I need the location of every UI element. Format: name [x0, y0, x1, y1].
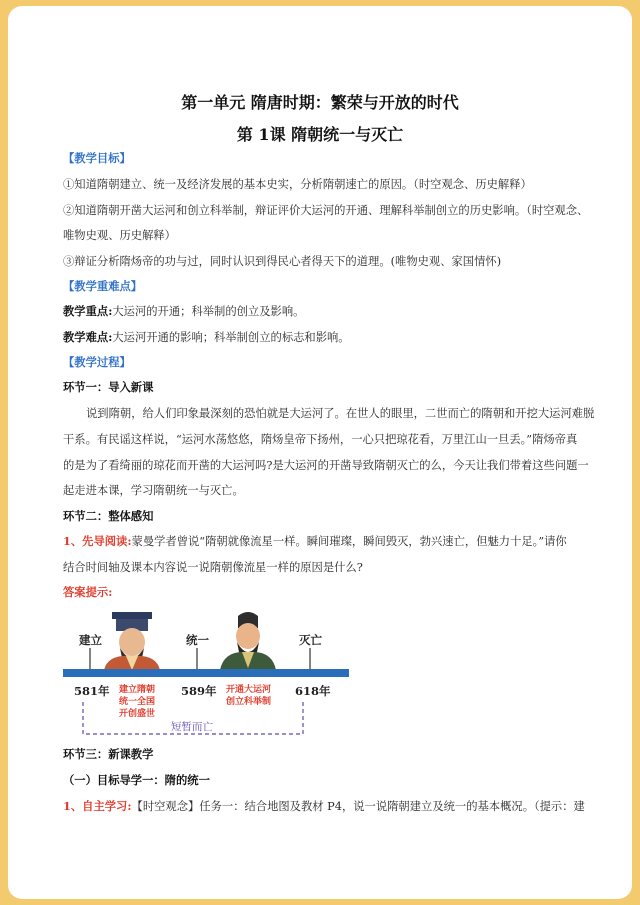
keypoints-heading: 【教学重难点】: [63, 279, 143, 293]
note-text: 开创盛世: [119, 709, 156, 719]
paragraph-line: 起走进本课，学习隋朝统一与灭亡。: [63, 484, 244, 497]
preread-text: 蒙曼学者曾说“隋朝就像流星一样。瞬间璀璨，瞬间毁灭，勃兴速亡，但魅力十足。”请你: [131, 535, 567, 548]
event-year: 581年: [74, 684, 110, 698]
goal-item: ③辩证分析隋炀帝的功与过，同时认识到得民心者得天下的道理。(唯物史观、家国情怀): [63, 255, 502, 268]
emperor-portrait-1: [104, 612, 160, 670]
difficult-text: 大运河开通的影响；科举制创立的标志和影响。: [112, 331, 350, 344]
document-page: [8, 6, 632, 899]
event-year: 618年: [295, 684, 331, 698]
note-text: 建立隋朝: [119, 685, 156, 695]
paragraph-line: 的是为了看绮丽的琼花而开凿的大运河吗?是大运河的开凿导致隋朝灭亡的么，今天让我们带着这些问题一: [63, 459, 589, 472]
span-label: 短暂而亡: [171, 721, 213, 733]
self-study-text: 【时空观念】任务一：结合地图及教材 P4，说一说隋朝建立及统一的基本概况。（提示：建: [131, 800, 585, 813]
event-year: 589年: [181, 684, 217, 698]
lesson-title: 第 1课 隋朝统一与灭亡: [236, 125, 404, 144]
goals-heading: 【教学目标】: [63, 151, 131, 165]
unit-title: 第一单元 隋唐时期：繁荣与开放的时代: [181, 93, 459, 112]
note-text: 统一全国: [119, 697, 156, 707]
note-text: 开通大运河: [226, 685, 272, 695]
paragraph-line: 干系。有民谣这样说，“运河水荡悠悠，隋炀皇帝下扬州，一心只把琼花看，万里江山一旦丢。”隋炀帝真: [63, 433, 578, 446]
key-text: 大运河的开通；科举制的创立及影响。: [112, 305, 305, 318]
event-label: 灭亡: [299, 633, 322, 647]
key-point: [63, 305, 603, 318]
preread-line: [63, 535, 603, 548]
key-label: 教学重点:: [63, 304, 113, 318]
answer-label: 答案提示:: [63, 585, 113, 599]
difficult-label: 教学难点:: [63, 330, 113, 344]
paragraph-line: 说到隋朝，给人们印象最深刻的恐怕就是大运河了。在世人的眼里，二世而亡的隋朝和开挖大运河难脱: [86, 407, 595, 420]
event-label: 统一: [186, 633, 209, 647]
step2-title: 环节二：整体感知: [63, 509, 154, 523]
preread-line: 结合时间轴及课本内容说一说隋朝像流星一样的原因是什么?: [63, 561, 363, 574]
difficult-point: [63, 331, 603, 344]
note-text: 创立科举制: [226, 697, 272, 707]
self-study-label: 1、自主学习:: [63, 799, 132, 813]
step3-title: 环节三：新课教学: [63, 747, 154, 761]
goal-item: ①知道隋朝建立、统一及经济发展的基本史实，分析隋朝速亡的原因。（时空观念、历史解释）: [63, 178, 532, 191]
subsection-title: （一）目标导学一：隋的统一: [63, 773, 210, 787]
emperor-portrait-2: [220, 612, 276, 670]
event-label: 建立: [79, 633, 102, 647]
timeline-figure: [8, 606, 632, 746]
process-heading: 【教学过程】: [63, 355, 131, 369]
goal-item: ②知道隋朝开凿大运河和创立科举制，辩证评价大运河的开通、理解科举制创立的历史影响。（时空观念、: [63, 204, 589, 217]
timeline-bar: [63, 669, 349, 677]
goal-item: 唯物史观、历史解释）: [63, 229, 176, 242]
step1-title: 环节一：导入新课: [63, 380, 154, 394]
preread-label: 1、先导阅读:: [63, 534, 132, 548]
self-study-line: [63, 800, 603, 813]
